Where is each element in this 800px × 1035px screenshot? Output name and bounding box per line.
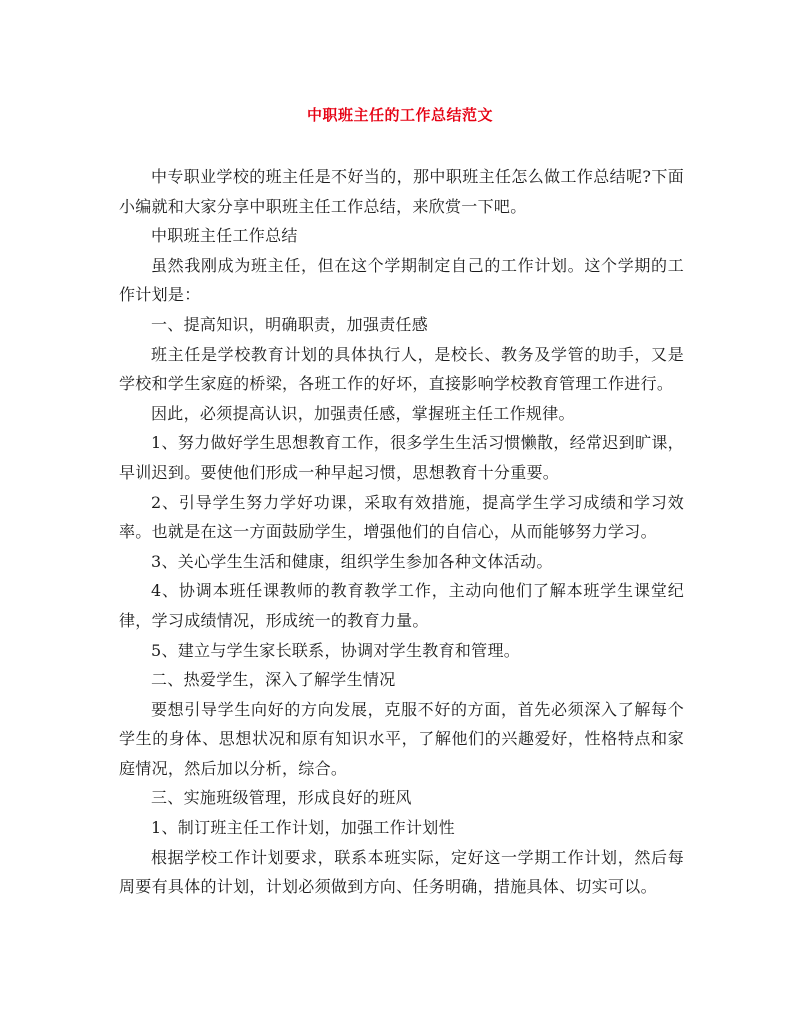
body-paragraph: 虽然我刚成为班主任，但在这个学期制定自己的工作计划。这个学期的工作计划是： — [119, 255, 684, 305]
list-item: 5、建立与学生家长联系，协调对学生教育和管理。 — [151, 640, 521, 660]
section-heading: 中职班主任工作总结 — [151, 226, 298, 246]
document-body — [119, 162, 684, 902]
section-heading-1: 一、提高知识，明确职责，加强责任感 — [151, 314, 429, 334]
list-item: 1、努力做好学生思想教育工作，很多学生生活习惯懒散，经常迟到旷课，早训迟到。要使他们形成一种早起习惯，思想教育十分重要。 — [119, 433, 684, 482]
intro-paragraph: 中专职业学校的班主任是不好当的，那中职班主任怎么做工作总结呢?下面小编就和大家分享中职班主任工作总结，来欣赏一下吧。 — [119, 167, 684, 216]
document-title: 中职班主任的工作总结范文 — [306, 106, 493, 124]
list-item: 2、引导学生努力学好功课，采取有效措施，提高学生学习成绩和学习效率。也就是在这一方面鼓励学生，增强他们的自信心，从而能够努力学习。 — [119, 492, 684, 542]
sub-heading: 1、制订班主任工作计划，加强工作计划性 — [151, 818, 455, 838]
body-paragraph: 班主任是学校教育计划的具体执行人，是校长、教务及学管的助手，又是学校和学生家庭的桥梁，各班工作的好坏，直接影响学校教育管理工作进行。 — [119, 344, 684, 394]
list-item: 3、关心学生生活和健康，组织学生参加各种文体活动。 — [151, 551, 553, 571]
section-heading-3: 三、实施班级管理，形成良好的班风 — [151, 788, 412, 808]
body-paragraph: 要想引导学生向好的方向发展，克服不好的方面，首先必须深入了解每个学生的身体、思想状况和原有知识水平，了解他们的兴趣爱好，性格特点和家庭情况，然后加以分析，综合。 — [119, 699, 684, 778]
list-item: 4、协调本班任课教师的教育教学工作，主动向他们了解本班学生课堂纪律，学习成绩情况，形成统一的教育力量。 — [119, 581, 684, 630]
section-heading-2: 二、热爱学生，深入了解学生情况 — [151, 670, 396, 690]
body-paragraph: 因此，必须提高认识，加强责任感，掌握班主任工作规律。 — [151, 403, 575, 423]
body-paragraph: 根据学校工作计划要求，联系本班实际，定好这一学期工作计划，然后每周要有具体的计划，计划必须做到方向、任务明确，措施具体、切实可以。 — [119, 847, 684, 897]
